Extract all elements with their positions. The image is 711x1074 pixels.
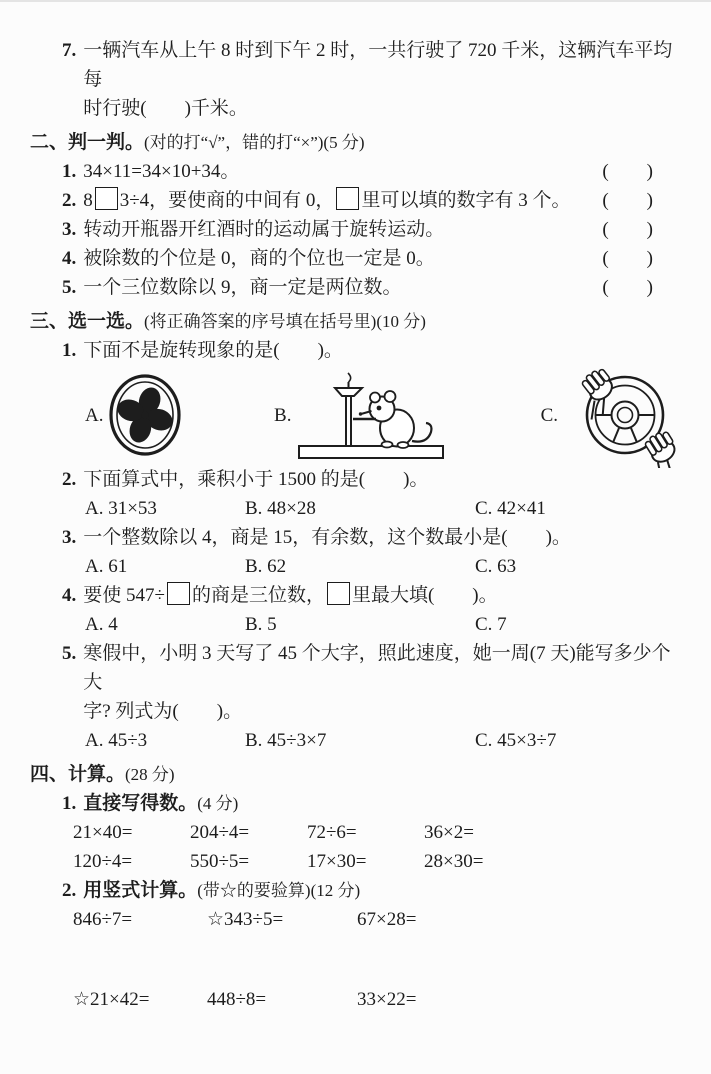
question-number: 2.: [62, 190, 77, 211]
answer-parens: ( ): [602, 248, 653, 269]
fan-image: [108, 373, 182, 457]
expression: 72÷6=: [307, 822, 357, 843]
option-c: C. 45×3÷7: [475, 730, 557, 751]
vertical-calc-row-2: [73, 985, 681, 1014]
option-b: B. 5: [245, 614, 277, 635]
judge-item-3: [62, 215, 681, 244]
subsection-title-text: 直接写得数。: [83, 793, 198, 814]
question-text: [83, 186, 594, 215]
option-b: B. 48×28: [245, 498, 316, 519]
question-text: 被除数的个位是 0，商的个位也一定是 0。: [83, 248, 435, 269]
choice-option-b: [274, 367, 541, 463]
blank-box: [167, 582, 190, 605]
choice-options-2: [85, 494, 681, 523]
direct-calc-row-2: [73, 847, 681, 876]
question-number: 7.: [62, 40, 77, 61]
question-number: 5.: [62, 277, 77, 298]
option-c: C. 7: [475, 614, 507, 635]
expression: 36×2=: [424, 822, 474, 843]
blank-box: [336, 187, 359, 210]
question-text: [83, 581, 681, 610]
answer-parens: ( ): [602, 190, 653, 211]
question-line-1: 一辆汽车从上午 8 时到下午 2 时，一共行驶了 720 千米，这辆汽车平均每: [83, 40, 673, 90]
expression: 17×30=: [307, 851, 367, 872]
option-a: A. 61: [85, 556, 128, 577]
blank-box: [95, 187, 118, 210]
section-choice-header: [30, 307, 681, 336]
question-text: 一个三位数除以 9，商一定是两位数。: [83, 277, 402, 298]
question-text: 下面不是旋转现象的是( )。: [83, 340, 343, 361]
choice-item-3: [62, 523, 681, 552]
subsection-title: [83, 876, 681, 905]
choice-options-3: [85, 552, 681, 581]
subsection-title: [83, 789, 681, 818]
text-part: 的商是三位数，: [191, 585, 325, 606]
option-a: A. 45÷3: [85, 730, 148, 751]
section-note: (28 分): [125, 765, 175, 784]
question-text: [83, 36, 681, 123]
text-part: 8: [83, 190, 93, 211]
question-text: 一个整数除以 4，商是 15，有余数，这个数最小是( )。: [83, 527, 571, 548]
mouse-lamp-image: [296, 367, 446, 463]
question-line-2: 字? 列式为( )。: [83, 701, 243, 722]
question-number: 2.: [62, 880, 77, 901]
text-part: 里最大填( )。: [351, 585, 498, 606]
fill-in-item-7: [62, 36, 681, 123]
option-label: C.: [540, 404, 558, 426]
text-part: 里可以填的数字有 3 个。: [361, 190, 571, 211]
steering-wheel-image: [563, 362, 681, 468]
option-b: B. 62: [245, 556, 287, 577]
expression: 21×40=: [73, 822, 133, 843]
option-c: C. 63: [475, 556, 517, 577]
choice-item-4: [62, 581, 681, 610]
choice-option-a: [85, 373, 274, 457]
expression: 846÷7=: [73, 909, 133, 930]
section-judge-header: [30, 128, 681, 157]
judge-item-2: [62, 186, 681, 215]
expression: 33×22=: [357, 989, 417, 1010]
expression: 28×30=: [424, 851, 484, 872]
answer-parens: ( ): [602, 161, 653, 182]
section-title: 二、判一判。: [30, 132, 145, 153]
expression: 448÷8=: [207, 989, 267, 1010]
expression: 550÷5=: [190, 851, 250, 872]
question-text: 下面算式中，乘积小于 1500 的是( )。: [83, 469, 429, 490]
subsection-note: (带☆的要验算)(12 分): [197, 881, 361, 900]
question-text: [83, 639, 681, 726]
question-number: 4.: [62, 248, 77, 269]
direct-calc-row-1: [73, 818, 681, 847]
option-a: A. 31×53: [85, 498, 157, 519]
question-number: 1.: [62, 793, 77, 814]
section-calc-header: [30, 760, 681, 789]
choice-images-row: [85, 367, 681, 463]
question-line-1: 寒假中，小明 3 天写了 45 个大字，照此速度，她一周(7 天)能写多少个大: [83, 643, 671, 693]
choice-options-4: [85, 610, 681, 639]
answer-parens: ( ): [602, 219, 653, 240]
option-label: B.: [274, 404, 292, 426]
expression: ☆343÷5=: [207, 909, 284, 930]
question-number: 4.: [62, 585, 77, 606]
section-title: 四、计算。: [30, 764, 126, 785]
vertical-calc-row-1: [73, 905, 681, 934]
question-number: 1.: [62, 340, 77, 361]
choice-item-1: [62, 336, 681, 365]
section-note: (对的打“√”，错的打“×”)(5 分): [144, 133, 365, 152]
question-number: 3.: [62, 219, 77, 240]
option-c: C. 42×41: [475, 498, 546, 519]
judge-item-4: [62, 244, 681, 273]
question-text: 转动开瓶器开红酒时的运动属于旋转运动。: [83, 219, 445, 240]
blank-box: [327, 582, 350, 605]
subsection-title-text: 用竖式计算。: [83, 880, 198, 901]
subsection-note: (4 分): [197, 794, 239, 813]
calc-sub1-header: [62, 789, 681, 818]
expression: 204÷4=: [190, 822, 250, 843]
section-note: (将正确答案的序号填在括号里)(10 分): [144, 312, 426, 331]
option-label: A.: [85, 404, 104, 426]
expression: ☆21×42=: [73, 989, 150, 1010]
question-number: 3.: [62, 527, 77, 548]
question-text: 34×11=34×10+34。: [83, 161, 240, 182]
question-number: 1.: [62, 161, 77, 182]
choice-item-5: [62, 639, 681, 726]
option-b: B. 45÷3×7: [245, 730, 327, 751]
question-number: 2.: [62, 469, 77, 490]
expression: 67×28=: [357, 909, 417, 930]
question-number: 5.: [62, 643, 77, 664]
text-part: 3÷4，要使商的中间有 0，: [119, 190, 335, 211]
calc-sub2-header: [62, 876, 681, 905]
choice-options-5: [85, 726, 681, 755]
text-part: 要使 547÷: [83, 585, 165, 606]
choice-option-c: [541, 362, 681, 468]
judge-item-5: [62, 273, 681, 302]
section-title: 三、选一选。: [30, 311, 145, 332]
judge-item-1: [62, 157, 681, 186]
option-a: A. 4: [85, 614, 118, 635]
expression: 120÷4=: [73, 851, 133, 872]
answer-parens: ( ): [602, 277, 653, 298]
question-line-2: 时行驶( )千米。: [83, 98, 248, 119]
choice-item-2: [62, 465, 681, 494]
